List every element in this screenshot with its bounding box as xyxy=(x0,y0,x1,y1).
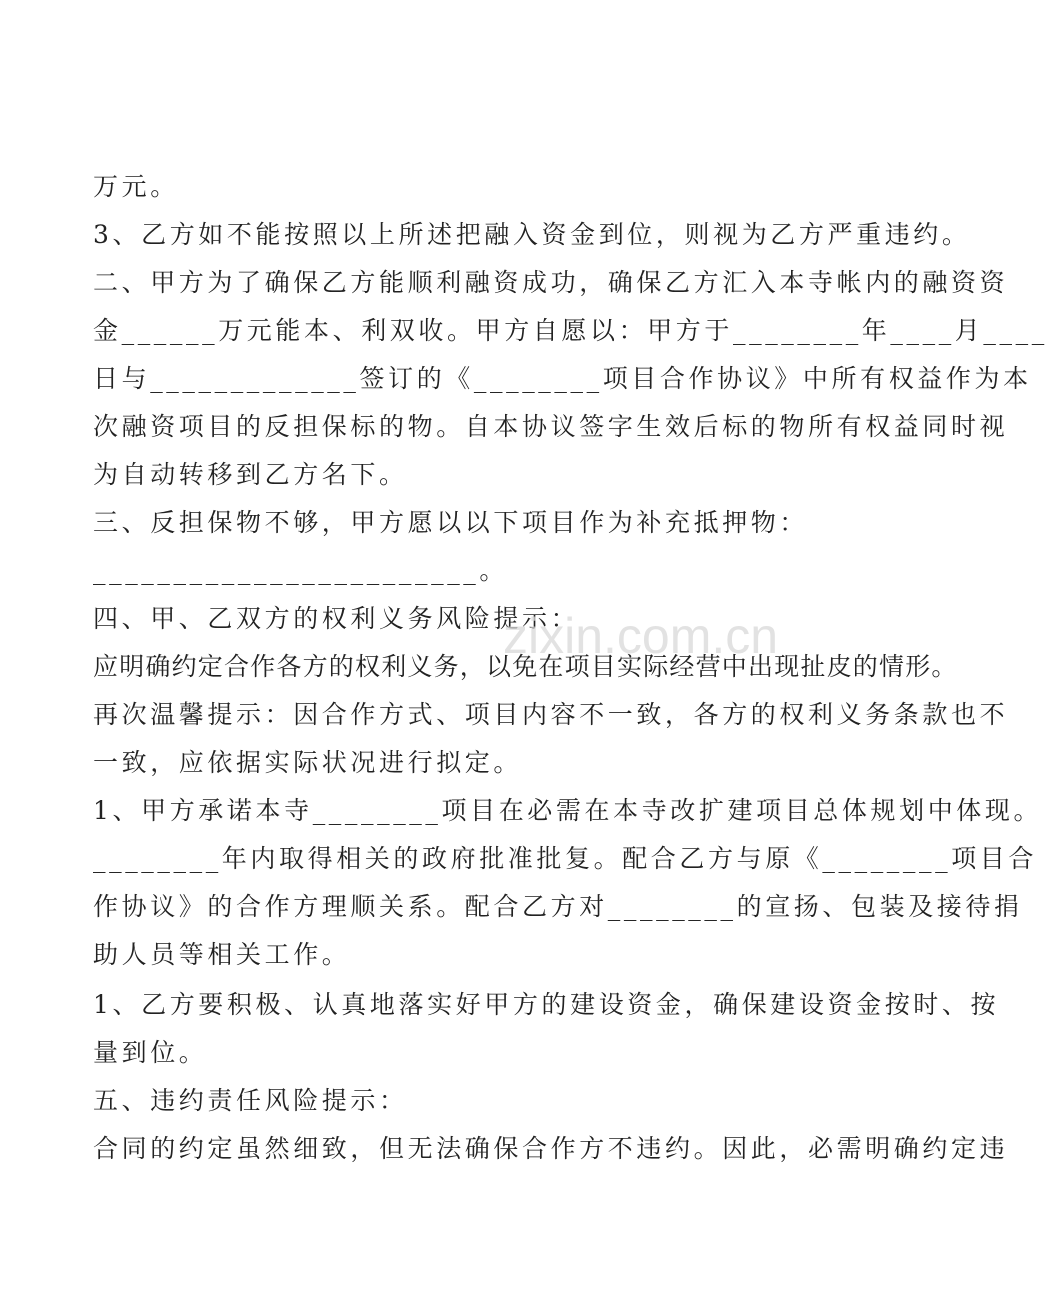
text-line-19: 量到位。 xyxy=(93,1038,208,1067)
text-line-11: 应明确约定合作各方的权利义务，以免在项目实际经营中出现扯皮的情形。 xyxy=(93,652,958,681)
watermark: zixin.com.cn xyxy=(503,608,779,664)
text-line-17: 助人员等相关工作。 xyxy=(93,940,351,969)
text-line-8: 三、反担保物不够，甲方愿以以下项目作为补充抵押物： xyxy=(93,508,809,537)
text-line-15: ________年内取得相关的政府批准批复。配合乙方与原《________项目合 xyxy=(93,844,1038,873)
text-line-10: 四、甲、乙双方的权利义务风险提示： xyxy=(93,604,580,633)
text-line-3: 二、甲方为了确保乙方能顺利融资成功，确保乙方汇入本寺帐内的融资资 xyxy=(93,268,1009,297)
text-line-5: 日与_____________签订的《________项目合作协议》中所有权益作为本 xyxy=(93,364,1032,393)
text-line-21: 合同的约定虽然细致，但无法确保合作方不违约。因此，必需明确约定违 xyxy=(93,1134,1009,1163)
text-line-18: 1、乙方要积极、认真地落实好甲方的建设资金，确保建设资金按时、按 xyxy=(93,990,1000,1019)
text-line-12: 再次温馨提示：因合作方式、项目内容不一致，各方的权利义务条款也不 xyxy=(93,700,1009,729)
text-line-16: 作协议》的合作方理顺关系。配合乙方对________的宣扬、包装及接待捐 xyxy=(93,892,1023,921)
text-line-9: ________________________。 xyxy=(93,556,508,585)
text-line-4: 金______万元能本、利双收。甲方自愿以：甲方于________年____月____ xyxy=(93,316,1048,345)
text-line-1: 万元。 xyxy=(93,172,179,201)
text-line-20: 五、违约责任风险提示： xyxy=(93,1086,408,1115)
text-line-13: 一致，应依据实际状况进行拟定。 xyxy=(93,748,523,777)
text-line-2: 3、乙方如不能按照以上所述把融入资金到位，则视为乙方严重违约。 xyxy=(93,220,971,249)
text-line-14: 1、甲方承诺本寺________项目在必需在本寺改扩建项目总体规划中体现。 xyxy=(93,796,1043,825)
text-line-6: 次融资项目的反担保标的物。自本协议签字生效后标的物所有权益同时视 xyxy=(93,412,1009,441)
text-line-7: 为自动转移到乙方名下。 xyxy=(93,460,408,489)
